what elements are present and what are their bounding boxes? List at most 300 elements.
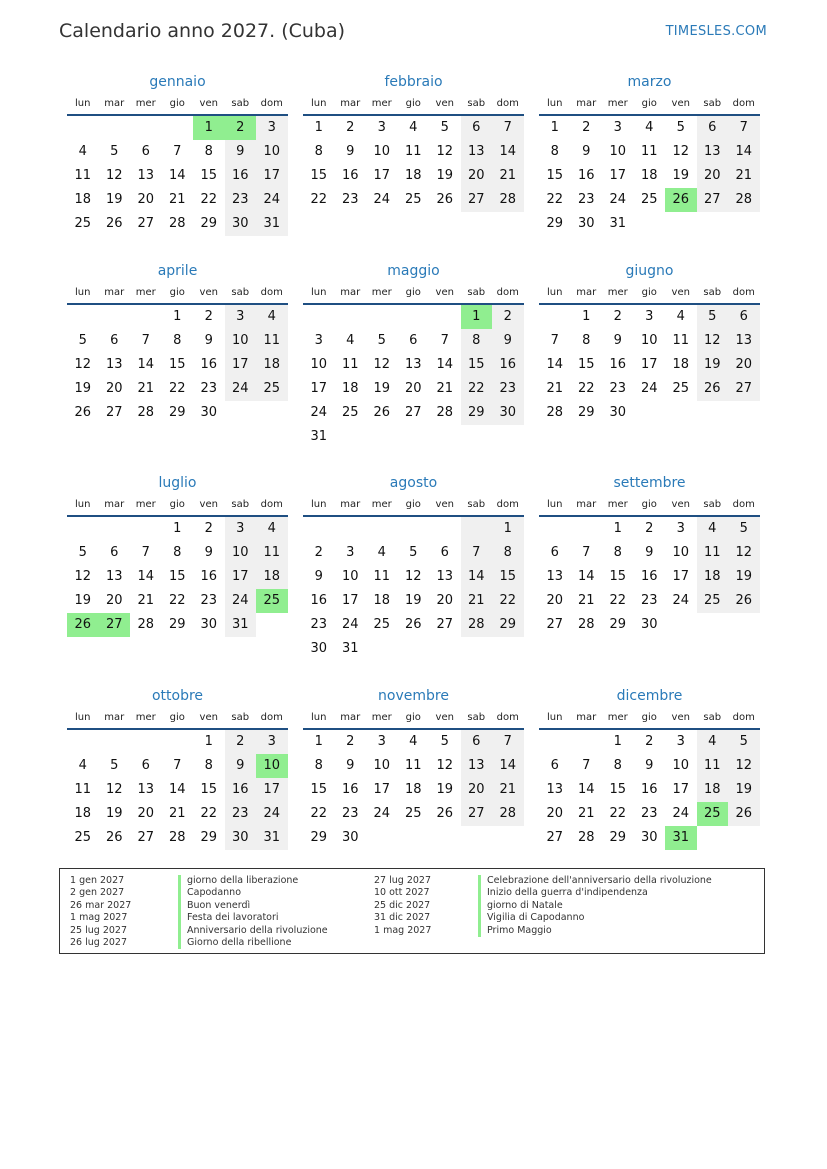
day-cell: 22 (609, 593, 627, 608)
legend-holiday-name: Capodanno (178, 887, 328, 899)
weekday-label: mer (371, 98, 392, 109)
day-cell: 13 (546, 569, 564, 584)
day-cell: 20 (697, 164, 729, 188)
day-cell: 15 (461, 353, 493, 377)
day-cell: 23 (200, 593, 218, 608)
day-cell: 11 (640, 144, 658, 159)
day-cell: 17 (225, 565, 257, 589)
week-row (303, 140, 524, 164)
day-cell: 18 (640, 168, 658, 183)
day-cell: 14 (436, 357, 454, 372)
empty-cell (461, 517, 493, 541)
day-cell: 30 (200, 405, 218, 420)
weekday-label: mar (104, 712, 125, 723)
day-cell: 1 (492, 517, 524, 541)
weekday-label: mer (135, 712, 156, 723)
empty-cell (398, 305, 430, 329)
weekday-label: mar (340, 712, 361, 723)
month-name: luglio (158, 475, 197, 491)
day-cell: 29 (492, 613, 524, 637)
legend-holiday-name: giorno della liberazione (178, 875, 328, 887)
weekday-label: mar (340, 98, 361, 109)
day-cell: 19 (373, 381, 391, 396)
day-cell: 4 (256, 305, 288, 329)
day-cell: 14 (168, 168, 186, 183)
day-cell: 20 (105, 593, 123, 608)
week-row (303, 353, 524, 377)
day-cell: 17 (310, 381, 328, 396)
weekday-label: mer (607, 499, 628, 510)
day-cell: 14 (577, 569, 595, 584)
day-cell: 23 (640, 806, 658, 821)
day-cell: 28 (168, 830, 186, 845)
day-cell: 17 (256, 164, 288, 188)
day-cell: 19 (105, 806, 123, 821)
empty-cell (461, 637, 493, 661)
day-cell: 9 (314, 569, 323, 584)
month-marzo (539, 72, 760, 236)
legend-date: 1 mag 2027 (70, 912, 128, 924)
day-cell: 23 (609, 381, 627, 396)
weekday-label: lun (75, 499, 91, 510)
day-cell: 8 (550, 144, 559, 159)
week-row (303, 826, 524, 850)
day-cell: 29 (200, 830, 218, 845)
month-gennaio (67, 72, 288, 236)
empty-cell (492, 826, 524, 850)
day-cell: 5 (728, 517, 760, 541)
empty-cell (429, 517, 461, 541)
day-cell: 1 (173, 309, 182, 324)
day-cell: 24 (225, 589, 257, 613)
day-cell: 23 (341, 192, 359, 207)
day-cell: 13 (728, 329, 760, 353)
day-cell: 14 (492, 754, 524, 778)
week-row (303, 517, 524, 541)
weekday-label: sab (703, 499, 722, 510)
holiday-day-cell: 26 (67, 613, 99, 637)
day-cell: 28 (492, 802, 524, 826)
day-cell: 27 (728, 377, 760, 401)
weekday-label: dom (496, 712, 519, 723)
month-name: giugno (625, 263, 674, 279)
day-cell: 7 (550, 333, 559, 348)
day-cell: 1 (204, 734, 213, 749)
day-cell: 3 (225, 305, 257, 329)
week-row (539, 377, 760, 401)
empty-cell (634, 401, 666, 425)
day-cell: 29 (609, 617, 627, 632)
day-cell: 17 (225, 353, 257, 377)
weekday-label: gio (405, 499, 421, 510)
weekday-header (539, 493, 760, 517)
week-row (539, 188, 760, 212)
weekday-label: ven (199, 287, 218, 298)
day-cell: 24 (256, 188, 288, 212)
day-cell: 7 (492, 730, 524, 754)
day-cell: 21 (728, 164, 760, 188)
weekday-label: sab (467, 287, 486, 298)
day-cell: 20 (461, 164, 493, 188)
day-cell: 5 (377, 333, 386, 348)
day-cell: 3 (256, 730, 288, 754)
weekday-label: gio (169, 98, 185, 109)
weekday-header (303, 706, 524, 730)
day-cell: 21 (546, 381, 564, 396)
month-aprile (67, 261, 288, 425)
day-cell: 9 (346, 758, 355, 773)
day-cell: 28 (137, 405, 155, 420)
day-cell: 13 (461, 754, 493, 778)
empty-cell (162, 116, 194, 140)
day-cell: 14 (728, 140, 760, 164)
day-cell: 24 (373, 806, 391, 821)
day-cell: 13 (137, 782, 155, 797)
day-cell: 26 (105, 830, 123, 845)
legend-holiday-name: Giorno della ribellione (178, 937, 328, 949)
day-cell: 11 (256, 541, 288, 565)
day-cell: 5 (78, 333, 87, 348)
day-cell: 28 (728, 188, 760, 212)
empty-cell (303, 305, 335, 329)
day-cell: 21 (137, 593, 155, 608)
day-cell: 7 (582, 758, 591, 773)
day-cell: 19 (672, 168, 690, 183)
empty-cell (697, 613, 729, 637)
day-cell: 6 (728, 305, 760, 329)
day-cell: 28 (461, 613, 493, 637)
day-cell: 17 (672, 782, 690, 797)
day-cell: 22 (546, 192, 564, 207)
day-cell: 19 (404, 593, 422, 608)
day-cell: 10 (373, 144, 391, 159)
weekday-label: lun (311, 287, 327, 298)
day-cell: 4 (78, 758, 87, 773)
legend-holiday-name: Buon venerdì (178, 900, 328, 912)
week-row (539, 565, 760, 589)
holiday-day-cell: 26 (665, 188, 697, 212)
empty-cell (366, 826, 398, 850)
weekday-label: mar (104, 287, 125, 298)
day-cell: 29 (200, 216, 218, 231)
day-cell: 15 (310, 168, 328, 183)
week-row (303, 305, 524, 329)
day-cell: 27 (546, 830, 564, 845)
day-cell: 2 (314, 545, 323, 560)
day-cell: 13 (105, 357, 123, 372)
weekday-label: dom (732, 499, 755, 510)
weekday-header (303, 281, 524, 305)
day-cell: 26 (436, 806, 454, 821)
weekday-label: dom (496, 499, 519, 510)
week-row (67, 164, 288, 188)
day-cell: 28 (137, 617, 155, 632)
day-cell: 7 (173, 758, 182, 773)
day-cell: 31 (310, 429, 328, 444)
day-cell: 13 (404, 357, 422, 372)
week-row (539, 353, 760, 377)
empty-cell (366, 305, 398, 329)
day-cell: 27 (461, 188, 493, 212)
day-cell: 10 (341, 569, 359, 584)
day-cell: 16 (609, 357, 627, 372)
day-cell: 25 (672, 381, 690, 396)
day-cell: 12 (404, 569, 422, 584)
legend-holiday-name: Inizio della guerra d'indipendenza (478, 887, 712, 899)
weekday-header (539, 706, 760, 730)
day-cell: 21 (461, 589, 493, 613)
weekday-label: lun (311, 98, 327, 109)
legend-date: 27 lug 2027 (374, 875, 431, 886)
month-dicembre (539, 686, 760, 850)
month-febbraio (303, 72, 524, 212)
legend-date: 1 mag 2027 (374, 924, 432, 936)
day-cell: 16 (341, 168, 359, 183)
day-cell: 2 (645, 734, 654, 749)
day-cell: 28 (577, 617, 595, 632)
empty-cell (162, 730, 194, 754)
day-cell: 31 (225, 613, 257, 637)
legend-dates (70, 875, 131, 949)
day-cell: 2 (613, 309, 622, 324)
weekday-label: sab (231, 499, 250, 510)
holiday-day-cell: 2 (225, 116, 257, 140)
day-cell: 3 (613, 120, 622, 135)
day-cell: 5 (110, 144, 119, 159)
day-cell: 14 (546, 357, 564, 372)
day-cell: 21 (168, 192, 186, 207)
day-cell: 25 (404, 806, 422, 821)
day-cell: 24 (256, 802, 288, 826)
weekday-header (67, 493, 288, 517)
week-row (539, 730, 760, 754)
day-cell: 6 (550, 545, 559, 560)
day-cell: 9 (204, 333, 213, 348)
day-cell: 16 (200, 357, 218, 372)
day-cell: 17 (609, 168, 627, 183)
week-row (303, 778, 524, 802)
day-cell: 7 (141, 545, 150, 560)
legend-date: 25 dic 2027 (374, 899, 431, 911)
site-link[interactable]: TIMESLES.COM (665, 24, 767, 39)
day-cell: 26 (74, 405, 92, 420)
empty-cell (366, 425, 398, 449)
empty-cell (256, 613, 288, 637)
day-cell: 10 (225, 329, 257, 353)
day-cell: 4 (78, 144, 87, 159)
weekday-label: mer (371, 287, 392, 298)
day-cell: 19 (74, 381, 92, 396)
day-cell: 3 (225, 517, 257, 541)
legend-dates (374, 875, 431, 937)
weekday-header (67, 706, 288, 730)
weekday-label: gio (169, 287, 185, 298)
weekday-label: mar (576, 98, 597, 109)
empty-cell (728, 826, 760, 850)
empty-cell (398, 637, 430, 661)
holiday-day-cell: 25 (697, 802, 729, 826)
day-cell: 22 (492, 589, 524, 613)
empty-cell (665, 613, 697, 637)
empty-cell (571, 517, 603, 541)
legend-date: 25 lug 2027 (70, 924, 127, 936)
week-row (303, 188, 524, 212)
day-cell: 5 (78, 545, 87, 560)
day-cell: 7 (461, 541, 493, 565)
day-cell: 15 (492, 565, 524, 589)
week-row (303, 116, 524, 140)
day-cell: 16 (341, 782, 359, 797)
weekday-label: sab (703, 98, 722, 109)
day-cell: 3 (377, 734, 386, 749)
weekday-label: gio (641, 98, 657, 109)
day-cell: 29 (310, 830, 328, 845)
day-cell: 8 (613, 545, 622, 560)
day-cell: 30 (577, 216, 595, 231)
empty-cell (99, 730, 131, 754)
day-cell: 12 (728, 541, 760, 565)
weekday-label: dom (496, 287, 519, 298)
weekday-label: mar (104, 499, 125, 510)
weekday-label: mer (371, 499, 392, 510)
day-cell: 23 (492, 377, 524, 401)
weekday-label: ven (671, 499, 690, 510)
week-row (303, 589, 524, 613)
weekday-label: dom (732, 712, 755, 723)
week-row (67, 613, 288, 637)
weekday-label: ven (435, 712, 454, 723)
day-cell: 30 (609, 405, 627, 420)
day-cell: 23 (341, 806, 359, 821)
month-name: aprile (157, 263, 198, 279)
day-cell: 8 (582, 333, 591, 348)
week-row (67, 826, 288, 850)
month-agosto (303, 473, 524, 661)
empty-cell (130, 517, 162, 541)
day-cell: 6 (141, 758, 150, 773)
weekday-label: mar (104, 98, 125, 109)
legend-names (478, 875, 712, 937)
day-cell: 8 (492, 541, 524, 565)
day-cell: 28 (492, 188, 524, 212)
day-cell: 22 (310, 806, 328, 821)
day-cell: 4 (409, 734, 418, 749)
empty-cell (665, 212, 697, 236)
day-cell: 1 (582, 309, 591, 324)
day-cell: 13 (436, 569, 454, 584)
weekday-label: gio (641, 287, 657, 298)
weekday-header (539, 281, 760, 305)
week-row (539, 305, 760, 329)
weekday-label: ven (671, 712, 690, 723)
day-cell: 27 (436, 617, 454, 632)
weekday-label: gio (169, 499, 185, 510)
day-cell: 21 (577, 593, 595, 608)
day-cell: 6 (110, 545, 119, 560)
day-cell: 22 (168, 593, 186, 608)
day-cell: 16 (225, 164, 257, 188)
weekday-label: lun (547, 499, 563, 510)
day-cell: 11 (256, 329, 288, 353)
day-cell: 15 (609, 569, 627, 584)
empty-cell (665, 401, 697, 425)
day-cell: 26 (373, 405, 391, 420)
day-cell: 29 (168, 405, 186, 420)
day-cell: 17 (256, 778, 288, 802)
day-cell: 11 (404, 758, 422, 773)
week-row (67, 517, 288, 541)
day-cell: 8 (613, 758, 622, 773)
day-cell: 27 (105, 405, 123, 420)
day-cell: 5 (440, 120, 449, 135)
day-cell: 11 (373, 569, 391, 584)
day-cell: 30 (492, 401, 524, 425)
weekday-label: gio (169, 712, 185, 723)
day-cell: 29 (609, 830, 627, 845)
week-row (303, 637, 524, 661)
weekday-label: gio (405, 712, 421, 723)
day-cell: 24 (640, 381, 658, 396)
day-cell: 14 (492, 140, 524, 164)
empty-cell (256, 401, 288, 425)
month-novembre (303, 686, 524, 850)
day-cell: 28 (168, 216, 186, 231)
empty-cell (429, 305, 461, 329)
day-cell: 9 (204, 545, 213, 560)
day-cell: 5 (409, 545, 418, 560)
day-cell: 12 (74, 357, 92, 372)
week-row (67, 377, 288, 401)
week-row (67, 353, 288, 377)
day-cell: 18 (697, 565, 729, 589)
day-cell: 26 (404, 617, 422, 632)
day-cell: 30 (640, 830, 658, 845)
day-cell: 2 (225, 730, 257, 754)
day-cell: 12 (436, 144, 454, 159)
day-cell: 16 (225, 778, 257, 802)
legend-date: 10 ott 2027 (374, 887, 430, 899)
day-cell: 19 (436, 168, 454, 183)
weekday-label: mar (576, 712, 597, 723)
week-row (539, 541, 760, 565)
day-cell: 29 (168, 617, 186, 632)
empty-cell (539, 730, 571, 754)
day-cell: 16 (640, 782, 658, 797)
day-cell: 13 (461, 140, 493, 164)
week-row (303, 613, 524, 637)
holiday-day-cell: 1 (193, 116, 225, 140)
day-cell: 9 (225, 140, 257, 164)
weekday-header (303, 493, 524, 517)
weekday-label: mer (607, 712, 628, 723)
weekday-label: mer (607, 287, 628, 298)
weekday-header (67, 92, 288, 116)
day-cell: 22 (310, 192, 328, 207)
month-settembre (539, 473, 760, 637)
day-cell: 28 (546, 405, 564, 420)
day-cell: 1 (314, 734, 323, 749)
weekday-label: gio (405, 287, 421, 298)
legend-holiday-name: Festa dei lavoratori (178, 912, 328, 924)
day-cell: 19 (105, 192, 123, 207)
day-cell: 17 (373, 782, 391, 797)
week-row (303, 565, 524, 589)
day-cell: 13 (137, 168, 155, 183)
weekday-label: sab (467, 499, 486, 510)
week-row (539, 329, 760, 353)
week-row (539, 613, 760, 637)
day-cell: 10 (640, 333, 658, 348)
